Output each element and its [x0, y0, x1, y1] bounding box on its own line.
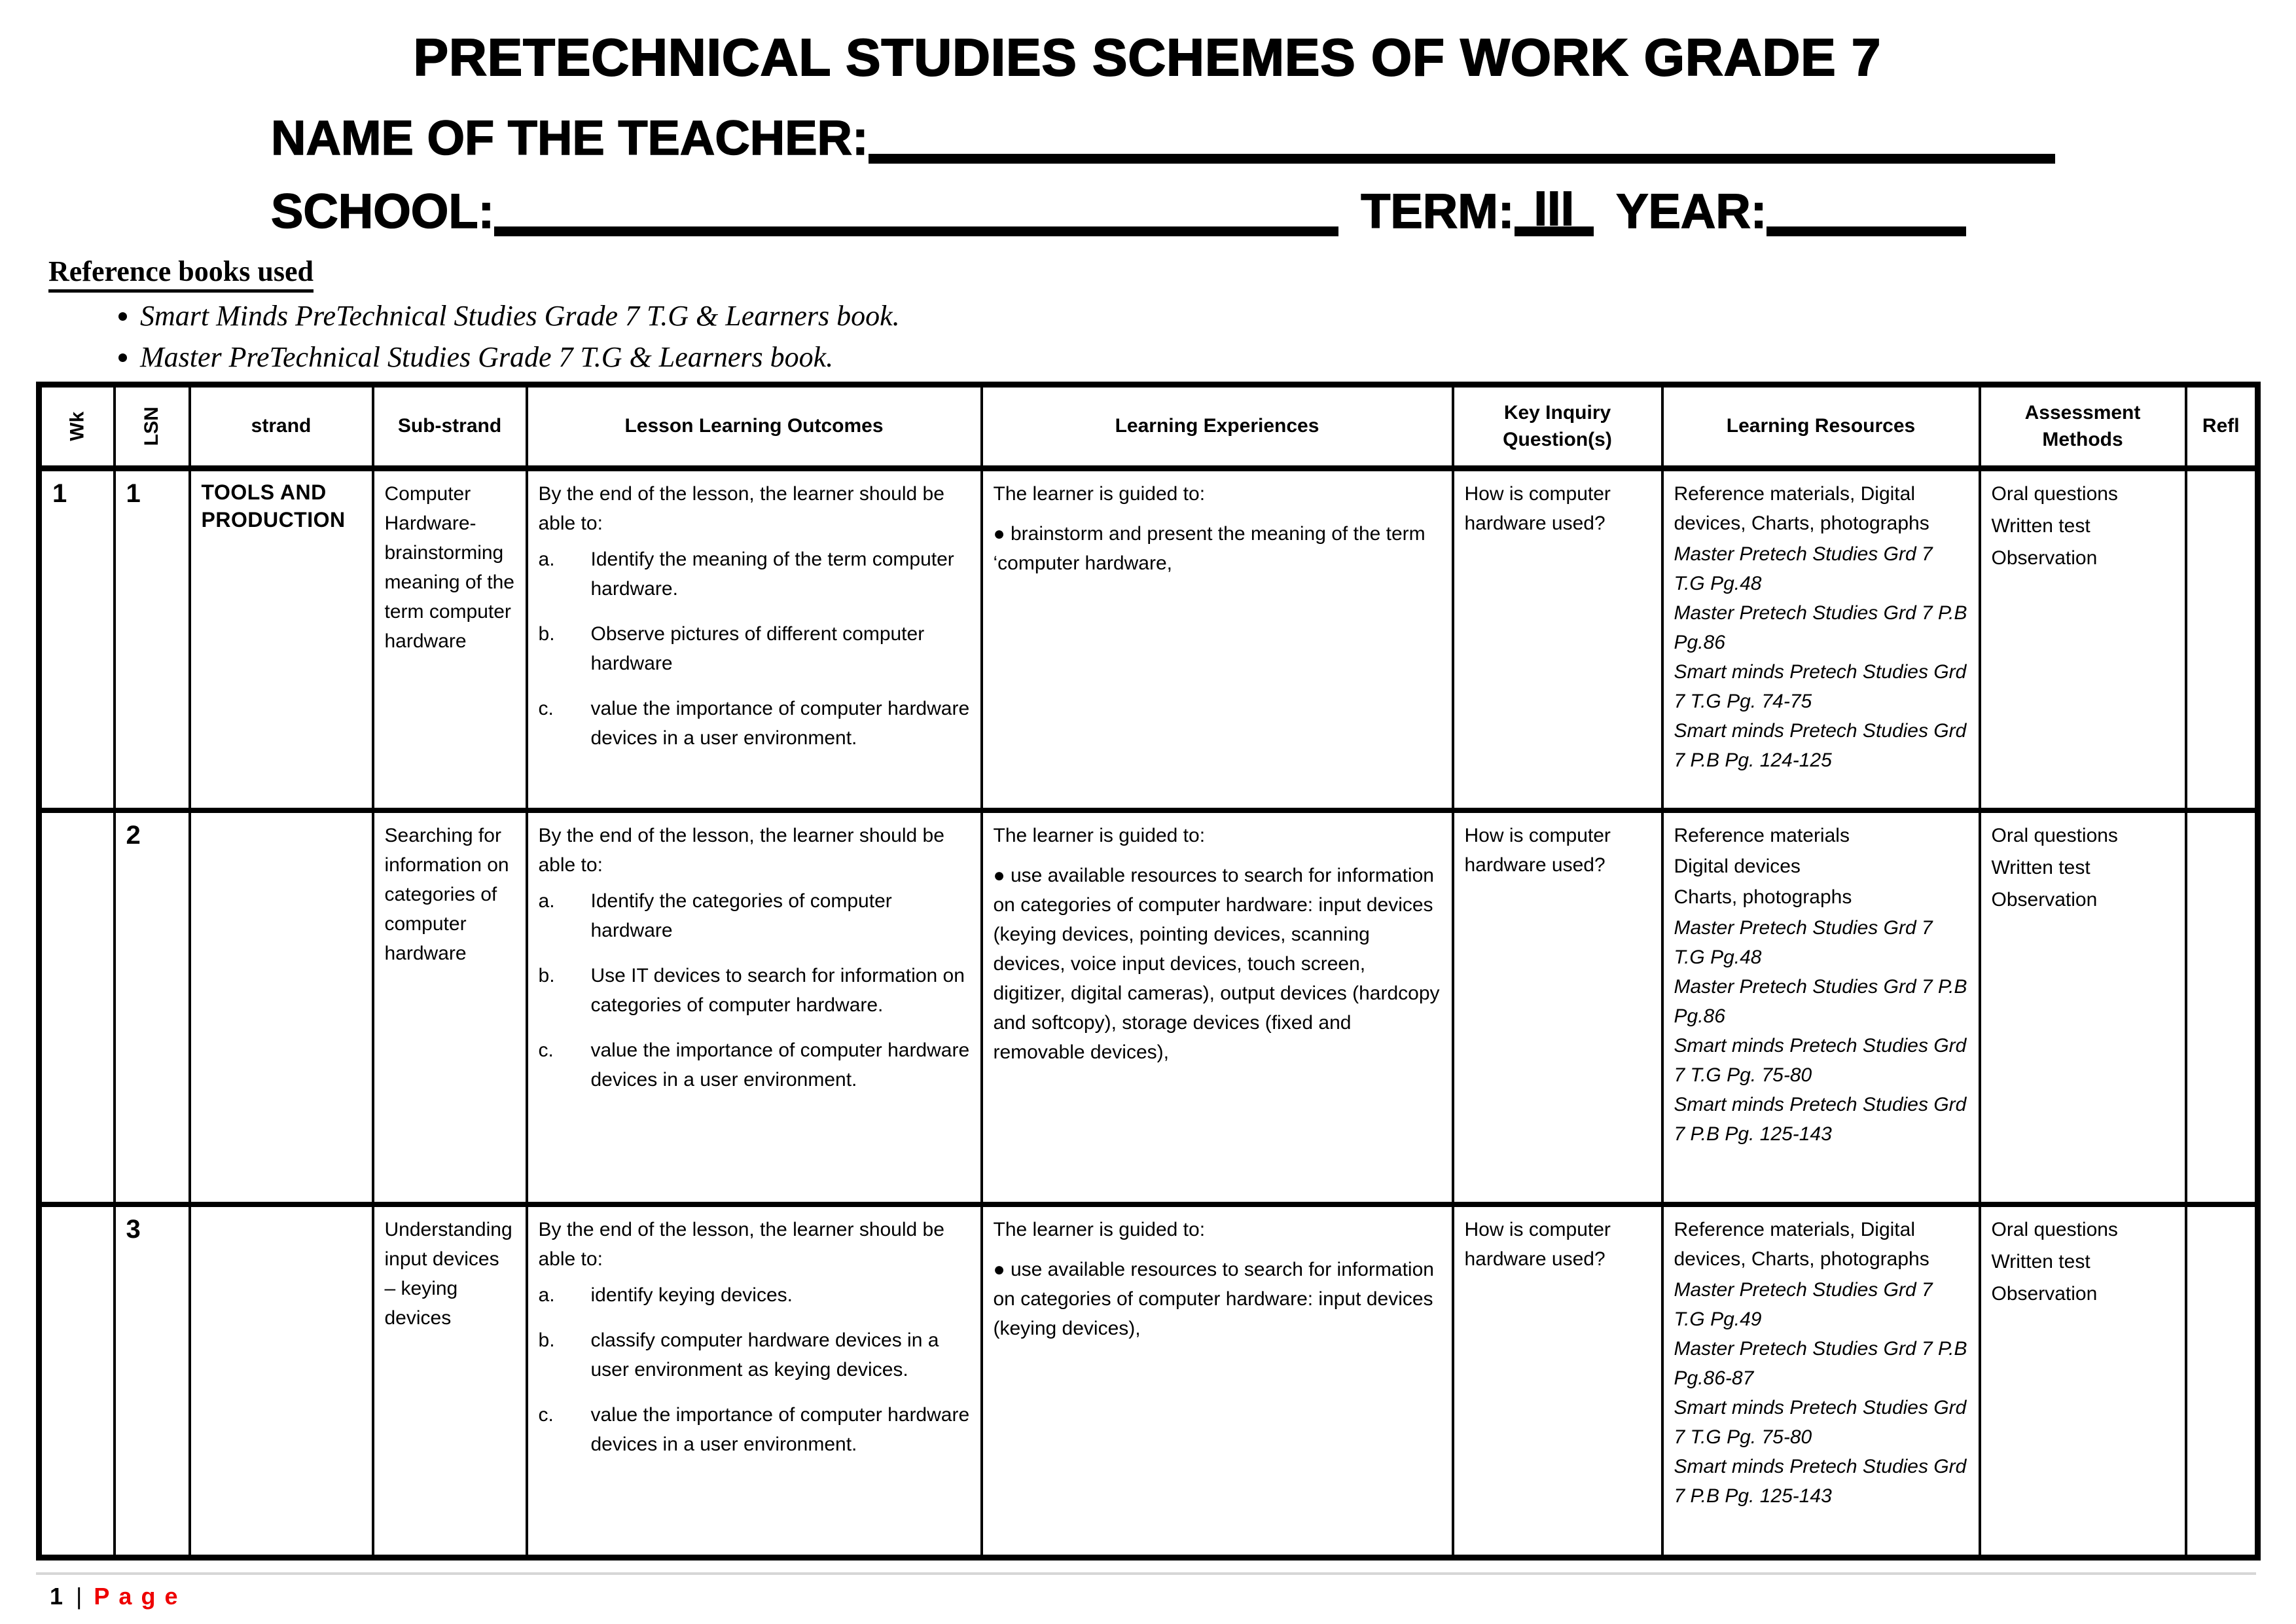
experiences-bullet: ● use available resources to search for information on categories of computer hardware: input devices (keying devices),: [994, 1255, 1441, 1343]
year-label: YEAR:: [1616, 183, 1767, 238]
reference-item: • Smart Minds PreTechnical Studies Grade 7 T.G & Learners book.: [140, 299, 2257, 333]
resource-ref: Smart minds Pretech Studies Grd 7 T.G Pg. 75-80: [1674, 1034, 1967, 1086]
assessment-cell: [1980, 469, 2186, 810]
resource-ref: Smart minds Pretech Studies Grd 7 T.G Pg. 75-80: [1674, 1396, 1967, 1448]
outcome-item: value the importance of computer hardware devices in a user environment.: [590, 698, 970, 749]
schemes-of-work-table: [36, 382, 2261, 1561]
teacher-label: NAME OF THE TEACHER:: [271, 110, 869, 165]
strand-cell: [190, 810, 373, 1204]
resource-ref: Smart minds Pretech Studies Grd 7 P.B Pg. 125-143: [1674, 1455, 1967, 1507]
school-label: SCHOOL:: [271, 183, 495, 238]
experiences-intro: The learner is guided to:: [993, 824, 1206, 846]
sub-strand-cell: Searching for information on categories of computer hardware: [373, 810, 527, 1204]
outcome-item: value the importance of computer hardware devices in a user environment.: [590, 1403, 970, 1455]
outcomes-list: [539, 1280, 970, 1459]
outcomes-list: [539, 886, 970, 1094]
resource-plain: Reference materials: [1674, 824, 1850, 846]
resource-ref: Master Pretech Studies Grd 7 P.B Pg.86: [1674, 975, 1967, 1027]
column-header-assessment: Assessment Methods: [1980, 385, 2186, 469]
assessment-method: Oral questions: [1991, 483, 2118, 505]
resource-plain: Reference materials, Digital devices, Charts, photographs: [1674, 483, 1929, 535]
teacher-blank-line: [869, 110, 2055, 164]
references-heading: Reference books used: [48, 255, 314, 293]
refl-cell: [2186, 469, 2258, 810]
outcomes-intro: By the end of the lesson, the learner should be able to:: [538, 483, 944, 535]
outcome-item: Identify the categories of computer hardware: [590, 890, 892, 941]
outcome-item: Use IT devices to search for information on categories of computer hardware.: [590, 964, 965, 1016]
column-header-strand: strand: [190, 385, 373, 469]
resource-plain: Charts, photographs: [1674, 886, 1852, 908]
page-label: Page: [94, 1583, 187, 1610]
table-row: [39, 469, 2258, 810]
table-row: [39, 1204, 2258, 1558]
refl-cell: [2186, 1204, 2258, 1558]
outcomes-cell: [527, 1204, 982, 1558]
wk-cell: 1: [39, 469, 115, 810]
key-inquiry-cell: How is computer hardware used?: [1453, 469, 1662, 810]
refl-cell: [2186, 810, 2258, 1204]
outcome-item: value the importance of computer hardware devices in a user environment.: [590, 1039, 970, 1091]
lsn-cell: 2: [115, 810, 190, 1204]
strand-cell: TOOLS AND PRODUCTION: [190, 469, 373, 810]
experiences-bullet: ● brainstorm and present the meaning of the term ‘computer hardware,: [994, 519, 1441, 578]
outcome-item: classify computer hardware devices in a user environment as keying devices.: [590, 1329, 939, 1380]
experiences-intro: The learner is guided to:: [993, 483, 1206, 505]
experiences-bullet: ● use available resources to search for information on categories of computer hardware: input devices (keying devices, pointing devices, scanning devices, voice input devices, touch screen, digitizer, digital cameras), output devices (hardcopy and softcopy), storage devices (fixed and removable devices),: [994, 861, 1441, 1067]
resource-ref: Smart minds Pretech Studies Grd 7 P.B Pg. 125-143: [1674, 1093, 1967, 1145]
lsn-cell: 3: [115, 1204, 190, 1558]
term-label: TERM:: [1361, 183, 1515, 238]
assessment-method: Observation: [1991, 888, 2098, 911]
outcomes-intro: By the end of the lesson, the learner should be able to:: [538, 824, 944, 876]
resource-ref: Smart minds Pretech Studies Grd 7 P.B Pg. 124-125: [1674, 720, 1967, 772]
column-header-experiences: Learning Experiences: [982, 385, 1453, 469]
column-header-resources: Learning Resources: [1662, 385, 1980, 469]
table-row: [39, 810, 2258, 1204]
column-header-lsn: LSN: [115, 385, 190, 469]
table-header-row: [39, 385, 2258, 469]
resource-plain: Digital devices: [1674, 855, 1801, 877]
outcome-item: Identify the meaning of the term computer hardware.: [590, 549, 954, 600]
footer-separator: |: [76, 1583, 82, 1610]
experiences-cell: [982, 469, 1453, 810]
assessment-method: Observation: [1991, 1282, 2098, 1305]
page-number: 1: [50, 1583, 65, 1610]
assessment-method: Written test: [1991, 1250, 2090, 1272]
experiences-intro: The learner is guided to:: [993, 1218, 1206, 1240]
resource-plain: Reference materials, Digital devices, Charts, photographs: [1674, 1218, 1929, 1270]
resource-ref: Smart minds Pretech Studies Grd 7 T.G Pg. 74-75: [1674, 661, 1967, 713]
outcomes-list: [539, 545, 970, 753]
reference-item: • Master PreTechnical Studies Grade 7 T.G & Learners book.: [140, 340, 2257, 374]
sub-strand-cell: Computer Hardware-brainstorming meaning of the term computer hardware: [373, 469, 527, 810]
outcomes-intro: By the end of the lesson, the learner should be able to:: [538, 1218, 944, 1270]
column-header-outcomes: Lesson Learning Outcomes: [527, 385, 982, 469]
school-blank-line: [494, 183, 1338, 237]
assessment-cell: [1980, 810, 2186, 1204]
experiences-cell: [982, 810, 1453, 1204]
resources-cell: [1662, 810, 1980, 1204]
column-header-key-inquiry: Key Inquiry Question(s): [1453, 385, 1662, 469]
footer-divider: [36, 1572, 2256, 1575]
sub-strand-cell: Understanding input devices – keying devices: [373, 1204, 527, 1558]
assessment-method: Written test: [1991, 856, 2090, 878]
key-inquiry-cell: How is computer hardware used?: [1453, 810, 1662, 1204]
term-value: III: [1515, 183, 1594, 237]
teacher-line: [271, 110, 2055, 164]
resource-ref: Master Pretech Studies Grd 7 T.G Pg.48: [1674, 916, 1933, 968]
outcomes-cell: [527, 469, 982, 810]
resource-ref: Master Pretech Studies Grd 7 P.B Pg.86-87: [1674, 1337, 1967, 1389]
column-header-refl: Refl: [2186, 385, 2258, 469]
assessment-method: Oral questions: [1991, 1218, 2118, 1240]
key-inquiry-cell: How is computer hardware used?: [1453, 1204, 1662, 1558]
lsn-cell: 1: [115, 469, 190, 810]
resources-cell: [1662, 469, 1980, 810]
school-line: [271, 183, 2055, 237]
outcome-item: Observe pictures of different computer hardware: [590, 623, 925, 675]
references-list: [111, 299, 2257, 374]
assessment-method: Oral questions: [1991, 824, 2118, 846]
assessment-method: Observation: [1991, 547, 2098, 569]
outcomes-cell: [527, 810, 982, 1204]
experiences-cell: [982, 1204, 1453, 1558]
assessment-method: Written test: [1991, 515, 2090, 537]
resources-cell: [1662, 1204, 1980, 1558]
wk-cell: [39, 810, 115, 1204]
resource-ref: Master Pretech Studies Grd 7 T.G Pg.48: [1674, 543, 1933, 595]
resource-ref: Master Pretech Studies Grd 7 P.B Pg.86: [1674, 602, 1967, 654]
page-footer: [50, 1583, 2257, 1610]
column-header-wk: Wk: [39, 385, 115, 469]
year-blank-line: [1767, 183, 1966, 237]
resource-ref: Master Pretech Studies Grd 7 T.G Pg.49: [1674, 1278, 1933, 1330]
strand-cell: [190, 1204, 373, 1558]
wk-cell: [39, 1204, 115, 1558]
page-title: PRETECHNICAL STUDIES SCHEMES OF WORK GRADE 7: [413, 28, 1882, 86]
outcome-item: identify keying devices.: [590, 1284, 793, 1306]
assessment-cell: [1980, 1204, 2186, 1558]
column-header-sub-strand: Sub-strand: [373, 385, 527, 469]
